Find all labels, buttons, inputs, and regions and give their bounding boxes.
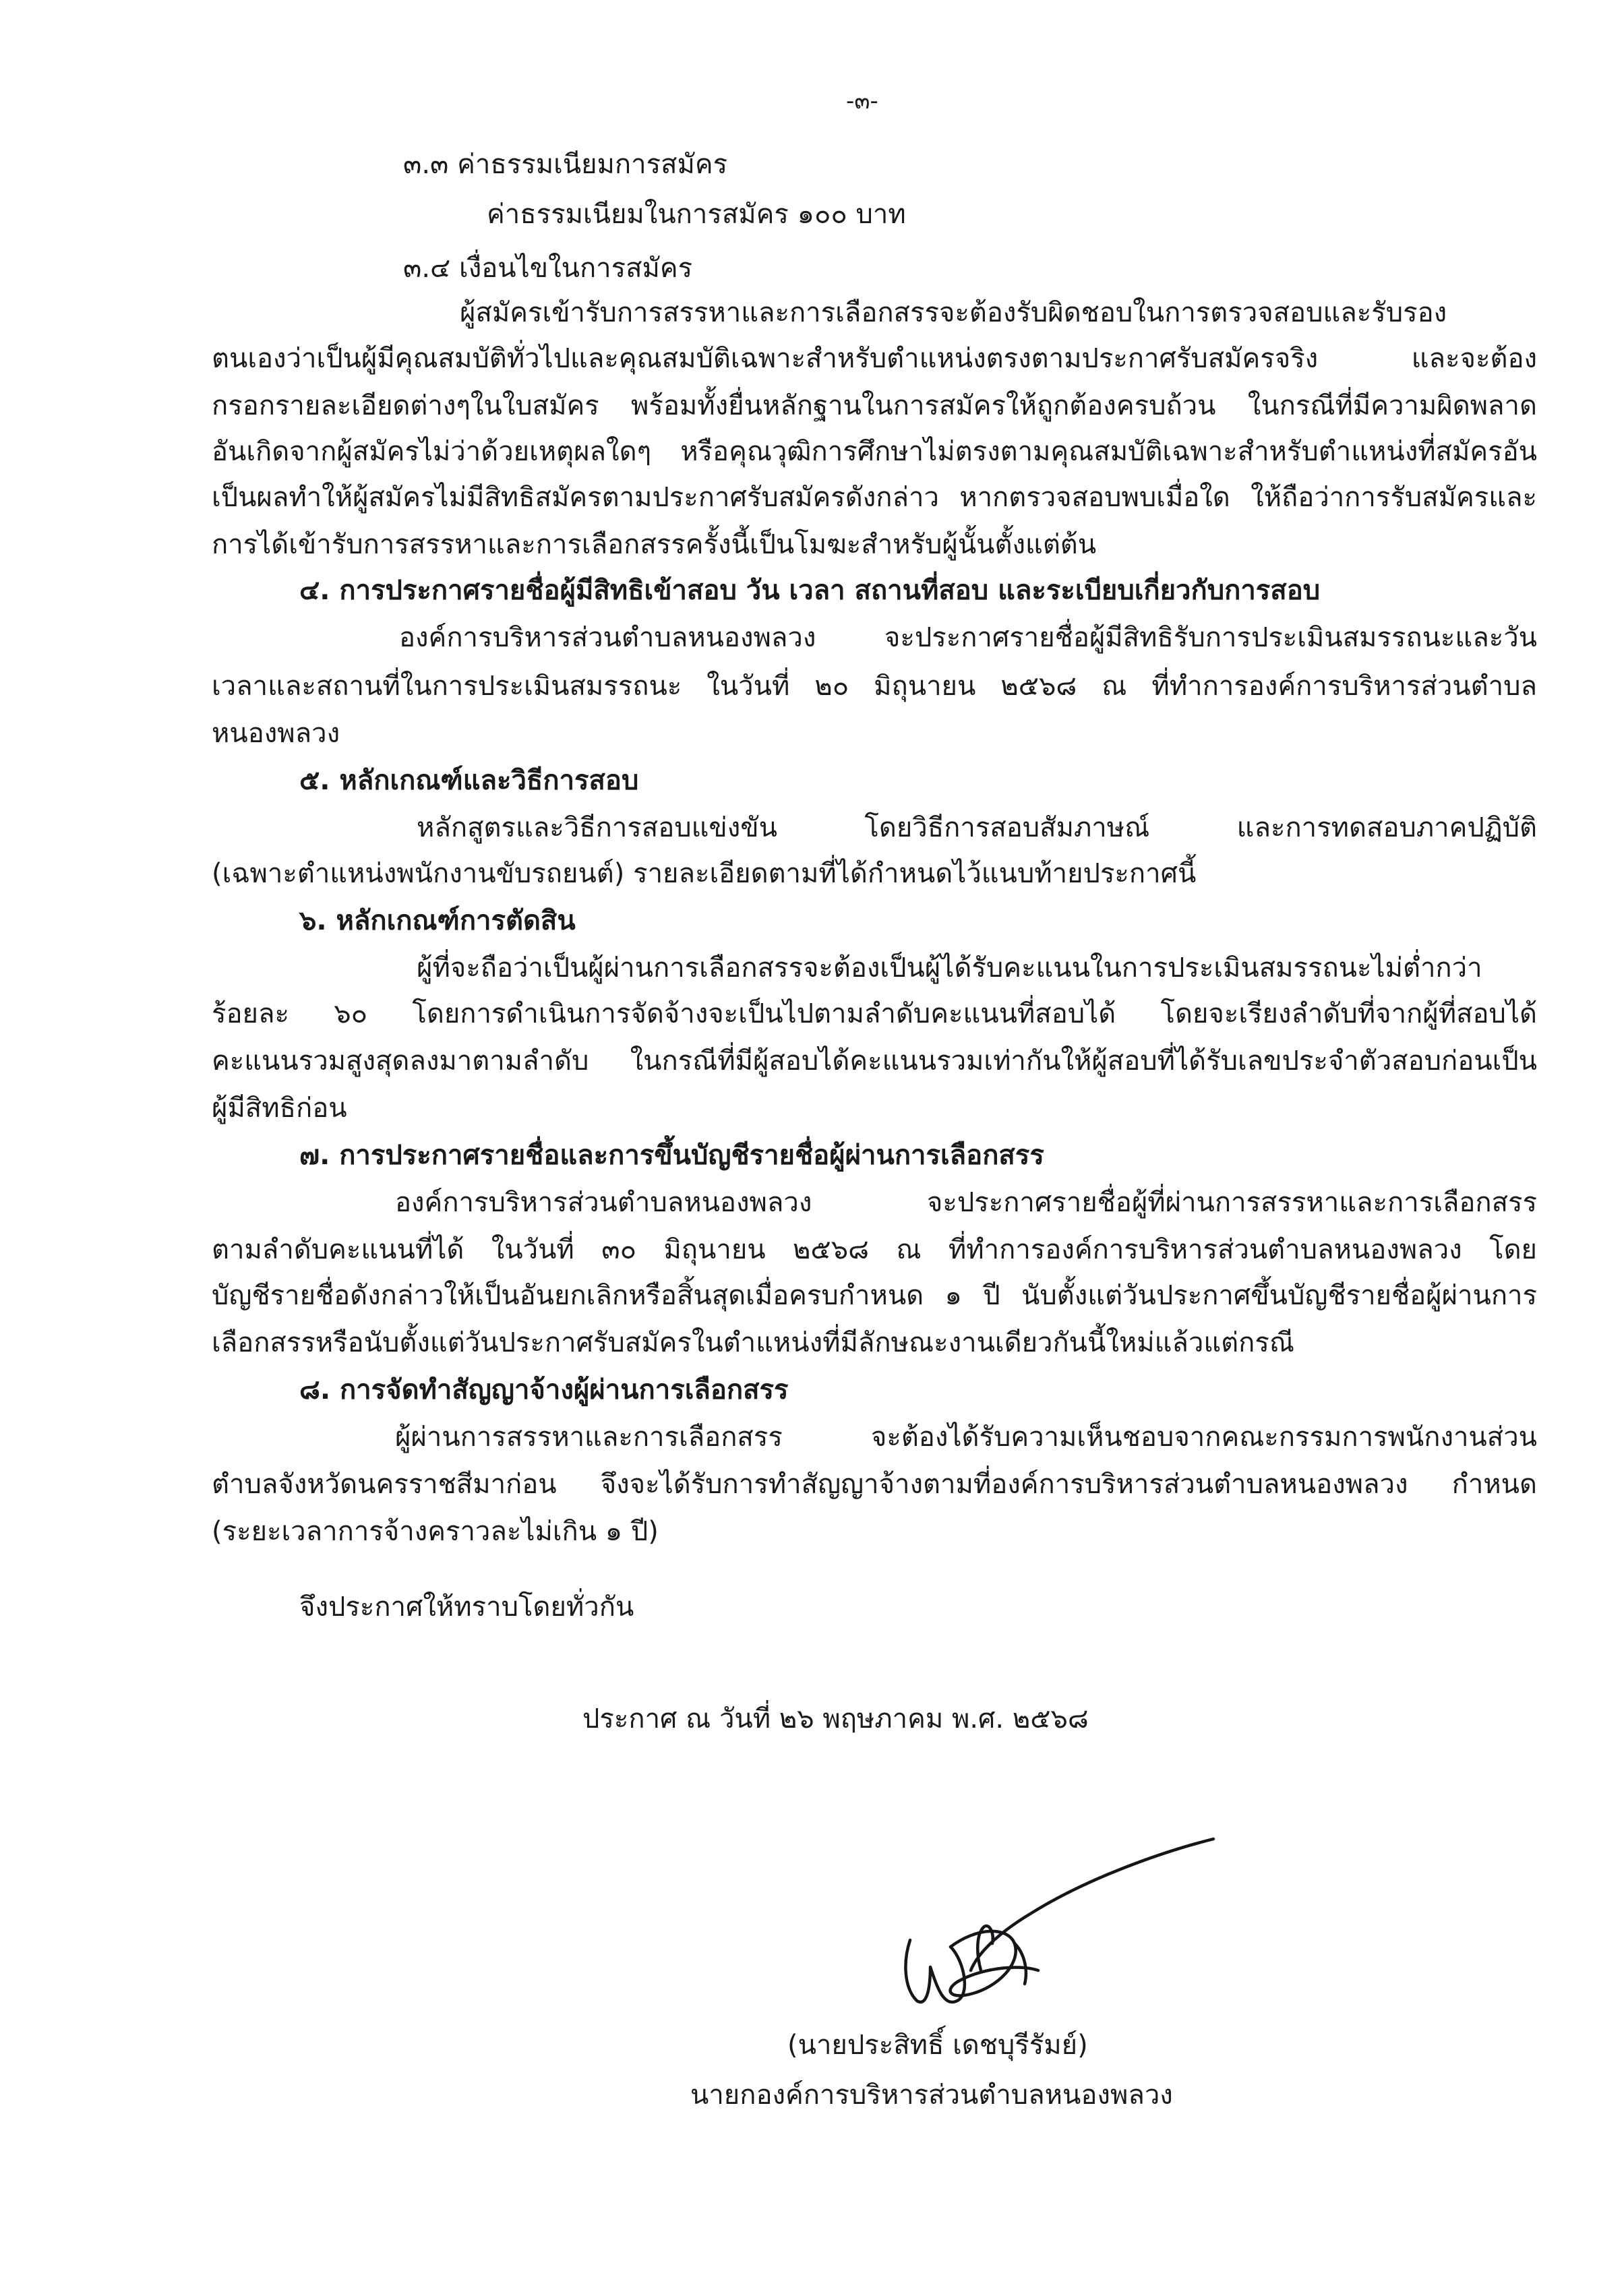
section-5-heading: ๕. หลักเกณฑ์และวิธีการสอบ [299,765,639,796]
section-4-heading: ๔. การประกาศรายชื่อผู้มีสิทธิเข้าสอบ วัน เวลา สถานที่สอบ และระเบียบเกี่ยวกับการสอบ [299,575,1321,606]
paragraph-line: ผู้สมัครเข้ารับการสรรหาและการเลือกสรรจะต้องรับผิดชอบในการตรวจสอบและรับรอง [460,297,1447,328]
page-number: -๓- [846,88,878,115]
section-8-heading: ๘. การจัดทำสัญญาจ้างผู้ผ่านการเลือกสรร [299,1374,789,1406]
paragraph-line: ตามลำดับคะแนนที่ได้ ในวันที่ ๓๐ มิถุนายน ๒๕๖๘ ณ ที่ทำการองค์การบริหารส่วนตำบลหนองพลวง โดย [212,1234,1537,1265]
paragraph-line: เลือกสรรหรือนับตั้งแต่วันประกาศรับสมัครในตำแหน่งที่มีลักษณะงานเดียวกันนี้ใหม่แล้วแต่กรณี [212,1327,1294,1358]
paragraph-line: (ระยะเวลาการจ้างคราวละไม่เกิน ๑ ปี) [212,1516,659,1547]
paragraph-line: การได้เข้ารับการสรรหาและการเลือกสรรครั้งนี้เป็นโมฆะสำหรับผู้นั้นตั้งแต่ต้น [212,529,1097,560]
paragraph-line: องค์การบริหารส่วนตำบลหนองพลวง จะประกาศรายชื่อผู้ที่ผ่านการสรรหาและการเลือกสรร [395,1187,1537,1218]
paragraph-line: บัญชีรายชื่อดังกล่าวให้เป็นอันยกเลิกหรือสิ้นสุดเมื่อครบกำหนด ๑ ปี นับตั้งแต่วันประกาศขึ้นบัญชีรายชื่อผู้ผ่านการ [212,1280,1537,1311]
paragraph-line: กรอกรายละเอียดต่างๆในใบสมัคร พร้อมทั้งยื่นหลักฐานในการสมัครให้ถูกต้องครบถ้วน ในกรณีที่มีความผิดพลาด [212,390,1537,421]
closing-statement: จึงประกาศให้ทราบโดยทั่วกัน [299,1592,634,1623]
signer-title: นายกองค์การบริหารส่วนตำบลหนองพลวง [690,2080,1173,2111]
signer-name: (นายประสิทธิ์ เดชบุรีรัมย์) [787,2030,1088,2061]
announcement-date: ประกาศ ณ วันที่ ๒๖ พฤษภาคม พ.ศ. ๒๕๖๘ [582,1703,1089,1734]
section-6-heading: ๖. หลักเกณฑ์การตัดสิน [299,905,576,936]
signature-image [863,1825,1240,2028]
paragraph-line: (เฉพาะตำแหน่งพนักงานขับรถยนต์) รายละเอียดตามที่ได้กำหนดไว้แนบท้ายประกาศนี้ [212,858,1197,889]
paragraph-line: ร้อยละ ๖๐ โดยการดำเนินการจัดจ้างจะเป็นไปตามลำดับคะแนนที่สอบได้ โดยจะเรียงลำดับที่จากผู้ที่สอบได้ [212,998,1537,1029]
section-3-3-heading: ๓.๓ ค่าธรรมเนียมการสมัคร [403,149,728,180]
paragraph-line: คะแนนรวมสูงสุดลงมาตามลำดับ ในกรณีที่มีผู้สอบได้คะแนนรวมเท่ากันให้ผู้สอบที่ได้รับเลขประจำตัวสอบก่อนเป็น [212,1046,1537,1077]
application-fee-line: ค่าธรรมเนียมในการสมัคร ๑๐๐ บาท [487,199,906,230]
paragraph-line: หลักสูตรและวิธีการสอบแข่งขัน โดยวิธีการสอบสัมภาษณ์ และการทดสอบภาคปฏิบัติ [417,812,1537,843]
paragraph-line: เป็นผลทำให้ผู้สมัครไม่มีสิทธิสมัครตามประกาศรับสมัครดังกล่าว หากตรวจสอบพบเมื่อใด ให้ถือว่าการรับสมัครและ [212,482,1537,513]
paragraph-line: ตำบลจังหวัดนครราชสีมาก่อน จึงจะได้รับการทำสัญญาจ้างตามที่องค์การบริหารส่วนตำบลหนองพลวง กำหนด [212,1469,1537,1500]
section-7-heading: ๗. การประกาศรายชื่อและการขึ้นบัญชีรายชื่อผู้ผ่านการเลือกสรร [299,1140,1044,1171]
paragraph-line: หนองพลวง [212,718,340,749]
paragraph-line: องค์การบริหารส่วนตำบลหนองพลวง จะประกาศรายชื่อผู้มีสิทธิรับการประเมินสมรรถนะและวัน [399,622,1537,653]
paragraph-line: อันเกิดจากผู้สมัครไม่ว่าด้วยเหตุผลใดๆ หรือคุณวุฒิการศึกษาไม่ตรงตามคุณสมบัติเฉพาะสำหรับตำแหน่งที่สมัครอัน [212,436,1537,467]
paragraph-line: ตนเองว่าเป็นผู้มีคุณสมบัติทั่วไปและคุณสมบัติเฉพาะสำหรับตำแหน่งตรงตามประกาศรับสมัครจริง และจะต้อง [212,343,1537,374]
paragraph-line: ผู้มีสิทธิก่อน [212,1093,347,1124]
paragraph-line: ผู้ที่จะถือว่าเป็นผู้ผ่านการเลือกสรรจะต้องเป็นผู้ได้รับคะแนนในการประเมินสมรรถนะไม่ต่ำกว่า [417,953,1482,984]
paragraph-line: เวลาและสถานที่ในการประเมินสมรรถนะ ในวันที่ ๒๐ มิถุนายน ๒๕๖๘ ณ ที่ทำการองค์การบริหารส่วนตำบล [212,671,1537,702]
section-3-4-heading: ๓.๔ เงื่อนไขในการสมัคร [403,253,693,284]
paragraph-line: ผู้ผ่านการสรรหาและการเลือกสรร จะต้องได้รับความเห็นชอบจากคณะกรรมการพนักงานส่วน [395,1422,1537,1453]
